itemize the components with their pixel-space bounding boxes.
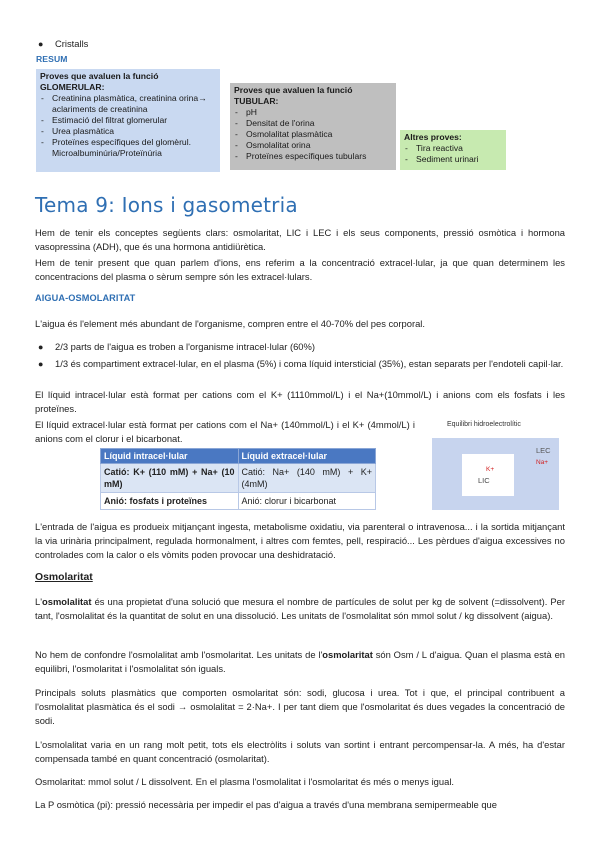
bullet-icon: ● (38, 359, 44, 369)
table-row (101, 464, 376, 493)
tubular-title-2: TUBULAR: (234, 96, 279, 106)
table-row (101, 493, 376, 510)
glomerular-item: - Estimació del filtrat glomerular (40, 115, 216, 126)
bullet-icon: ● (38, 39, 44, 49)
osmo-paragraph-2: No hem de confondre l'osmolalitat amb l'osmolaritat. Les unitats de l'osmolaritat són Osm / L d'aigua. Quan el plasma està en equilibri, l'osmolaritat i l'osmolalitat són iguals. (35, 649, 565, 674)
table-header: Líquid extracel·lular (238, 449, 376, 464)
tubular-box (230, 83, 396, 170)
glomerular-title-1: Proves que avaluen la funció (40, 71, 159, 81)
aigua-bullet-2 (38, 357, 565, 371)
glomerular-item: - Proteïnes específiques del glomèrul. Microalbuminúria/Proteïnúria (40, 137, 216, 159)
osmo-paragraph-5: Osmolaritat: mmol solut / L dissolvent. En el plasma l'osmolalitat i l'osmolaritat és més o menys igual. (35, 776, 455, 787)
tubular-item: - Proteïnes específiques tubulars (234, 151, 392, 162)
intro-paragraph-1: Hem de tenir els conceptes següents clars: osmolaritat, LIC i LEC i els seus components, pressió osmòtica i hormona vasopressina (ADH), que és una hormona antidiürètica. (35, 227, 565, 252)
section-heading: AIGUA-OSMOLARITAT (35, 293, 136, 303)
table-header: Líquid intracel·lular (101, 449, 239, 464)
lec-label: LEC (536, 446, 551, 455)
tubular-item: - pH (234, 107, 392, 118)
osmo-paragraph-3: Principals soluts plasmàtics que comporten osmolaritat són: sodi, glucosa i urea. Tot i que, el principal contribuent a l'osmolalitat plasmàtica és el sodi → osmolalitat = 2·Na+. I per tant diem que l'osmolaritat és dues vegades la concentració de sodi. (35, 687, 565, 726)
table-cell: Catió: K+ (110 mM) + Na+ (10 mM) (101, 464, 239, 493)
altres-item: - Tira reactiva (404, 143, 502, 154)
altres-title: Altres proves: (404, 132, 462, 142)
diagram-svg (432, 438, 559, 510)
osmo-paragraph-4: L'osmolalitat varia en un rang molt petit, tots els electròlits i soluts van sortint i entrant percompensar-la. A més, ha d'estar compensada també en quant concentració (osmolaritat). (35, 739, 565, 764)
aigua-paragraph: L'aigua és l'element més abundant de l'organisme, compren entre el 40-70% del pes corporal. (35, 318, 425, 329)
equilibri-diagram (432, 438, 559, 510)
tubular-item: - Densitat de l'orina (234, 118, 392, 129)
lec-paragraph: El líquid extracel·lular està format per cations com el Na+ (140mmol/L) i el K+ (4mmol/L) i anions com el clorur i el bicarbonat. (35, 419, 415, 444)
osmo-paragraph-6: La P osmòtica (pi): pressió necessària per impedir el pas d'aigua a través d'una membrana semipermeable que (35, 799, 497, 810)
lic-paragraph: El líquid intracel·lular està format per cations com el K+ (1110mmol/L) i el Na+(10mmol/L) i anions com els fosfats i les proteïnes. (35, 389, 565, 414)
na-label: Na+ (536, 459, 549, 466)
glomerular-title-2: GLOMERULAR: (40, 82, 105, 92)
aigua-bullet-text: 2/3 parts de l'aigua es troben a l'organisme intracel·lular (60%) (55, 341, 315, 352)
altres-item: - Sediment urinari (404, 154, 502, 165)
tubular-list (234, 107, 392, 162)
glomerular-list (40, 93, 216, 159)
osmolaritat-heading: Osmolaritat (35, 572, 93, 583)
glomerular-item: - Creatinina plasmàtica, creatinina orina→ aclariments de creatinina (40, 93, 216, 115)
page-title: Tema 9: Ions i gasometria (35, 193, 298, 217)
k-label: K+ (486, 466, 495, 473)
tubular-title-1: Proves que avaluen la funció (234, 85, 353, 95)
glomerular-box (36, 69, 220, 172)
aigua-bullet-text: 1/3 és compartiment extracel·lular, en el plasma (5%) i coma líquid intersticial (35%), estan separats per l'endoteli capil·lar. (55, 358, 564, 369)
aigua-bullet-1 (38, 340, 565, 354)
altres-list (404, 143, 502, 165)
tubular-item: - Osmolalitat plasmàtica (234, 129, 392, 140)
glomerular-item: - Urea plasmàtica (40, 126, 216, 137)
table-cell: Anió: fosfats i proteïnes (101, 493, 239, 510)
altres-box (400, 130, 506, 170)
lic-label: LIC (478, 476, 490, 485)
table-cell: Catió: Na+ (140 mM) + K+ (4mM) (238, 464, 376, 493)
tubular-item: - Osmolalitat orina (234, 140, 392, 151)
top-bullet-text: Cristalls (55, 38, 89, 49)
bullet-icon: ● (38, 342, 44, 352)
osmo-paragraph-1: L'osmolalitat és una propietat d'una solució que mesura el nombre de partícules de solut per kg de solvent (=dissolvent). Per tant, l'osmolalitat és la quantitat de solut en una dissolució. Les unitats de l'osmolalitat són mmol solut / kg dissolvent (aigua). (35, 596, 565, 621)
lic-rect (462, 454, 514, 496)
diagram-caption: Equilibri hidroelectrolític (447, 421, 521, 428)
resum-label: RESUM (36, 54, 68, 64)
liquid-table (100, 448, 376, 510)
intro-paragraph-2: Hem de tenir present que quan parlem d'ions, ens referim a la concentració extracel·lular, ja que quan determinem les concentracions del plasma o sèrum sempre són les extracel·lulars. (35, 257, 565, 282)
entrada-paragraph: L'entrada de l'aigua es produeix mitjançant ingesta, metabolisme oxidatiu, via parenteral o intravenosa... i la sortida mitjançant la via urinària principalment, regulada hormonalment, i altres com femtes, pell, respiració... Les pèrdues d'aigua excessives no controlades com la calor o els vòmits poden provocar una deshidratació. (35, 521, 565, 560)
table-cell: Anió: clorur i bicarbonat (238, 493, 376, 510)
